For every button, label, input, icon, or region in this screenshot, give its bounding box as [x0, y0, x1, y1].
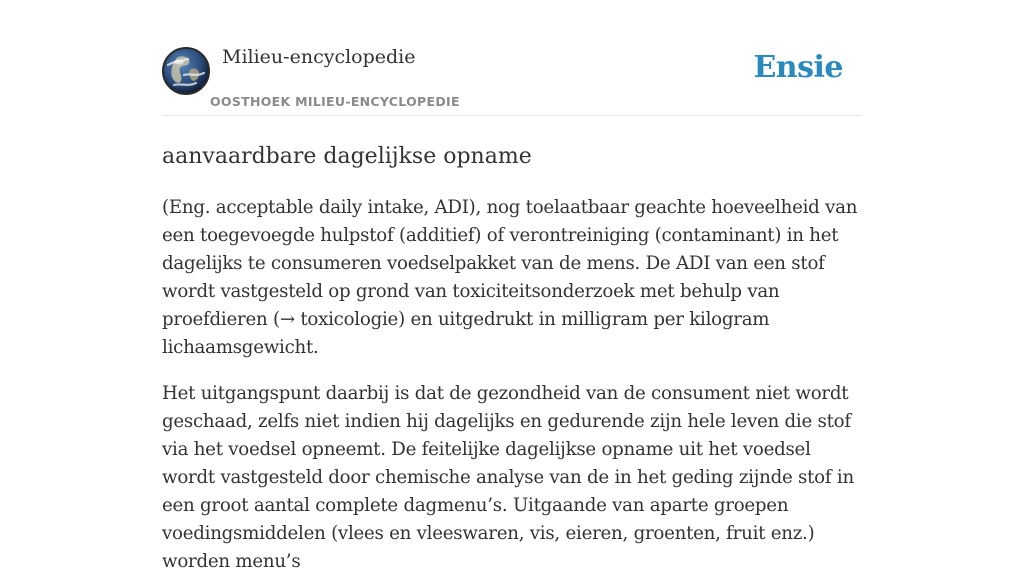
earth-globe-icon [164, 49, 208, 93]
paragraph-text: (Eng. acceptable daily intake, ADI), nog toelaatbaar geachte hoeveelheid van een toegevoegde hulpstof (additief) of verontreiniging (contaminant) in het dagelijks te consumeren voedselpakket van de mens. De ADI van een stof wordt vastgesteld op grond van toxiciteitsonderzoek met behulp van proefdieren ( [162, 197, 858, 330]
site-subtitle: OOSTHOEK MILIEU-ENCYCLOPEDIE [210, 94, 460, 109]
site-title[interactable]: Milieu-encyclopedie [222, 46, 416, 68]
page [162, 0, 862, 576]
toxicologie-link[interactable] [280, 309, 398, 330]
site-logo[interactable] [162, 47, 210, 95]
article-title: aanvaardbare dagelijkse opname [162, 144, 532, 169]
site-header [162, 0, 862, 116]
article-paragraph-1 [162, 194, 862, 362]
article-paragraph-2: Het uitgangspunt daarbij is dat de gezondheid van de consument niet wordt geschaad, zelfs niet indien hij dagelijks en gedurende zijn hele leven die stof via het voedsel opneemt. De feitelijke dagelijkse opname uit het voedsel wordt vastgesteld door chemische analyse van de in het geding zijnde stof in een groot aantal complete dagmenu’s. Uitgaande van aparte groepen voedingsmiddelen (vlees en vleeswaren, vis, eieren, groenten, fruit enz.) worden menu’s [162, 383, 854, 572]
ensie-brand-link[interactable]: Ensie [753, 50, 843, 85]
arrow-right-icon: → [279, 309, 295, 330]
link-text: toxicologie [294, 309, 399, 330]
paragraph-text: ) en uitgedrukt in milligram per kilogram lichaamsgewicht. [162, 309, 770, 358]
article [162, 142, 862, 576]
